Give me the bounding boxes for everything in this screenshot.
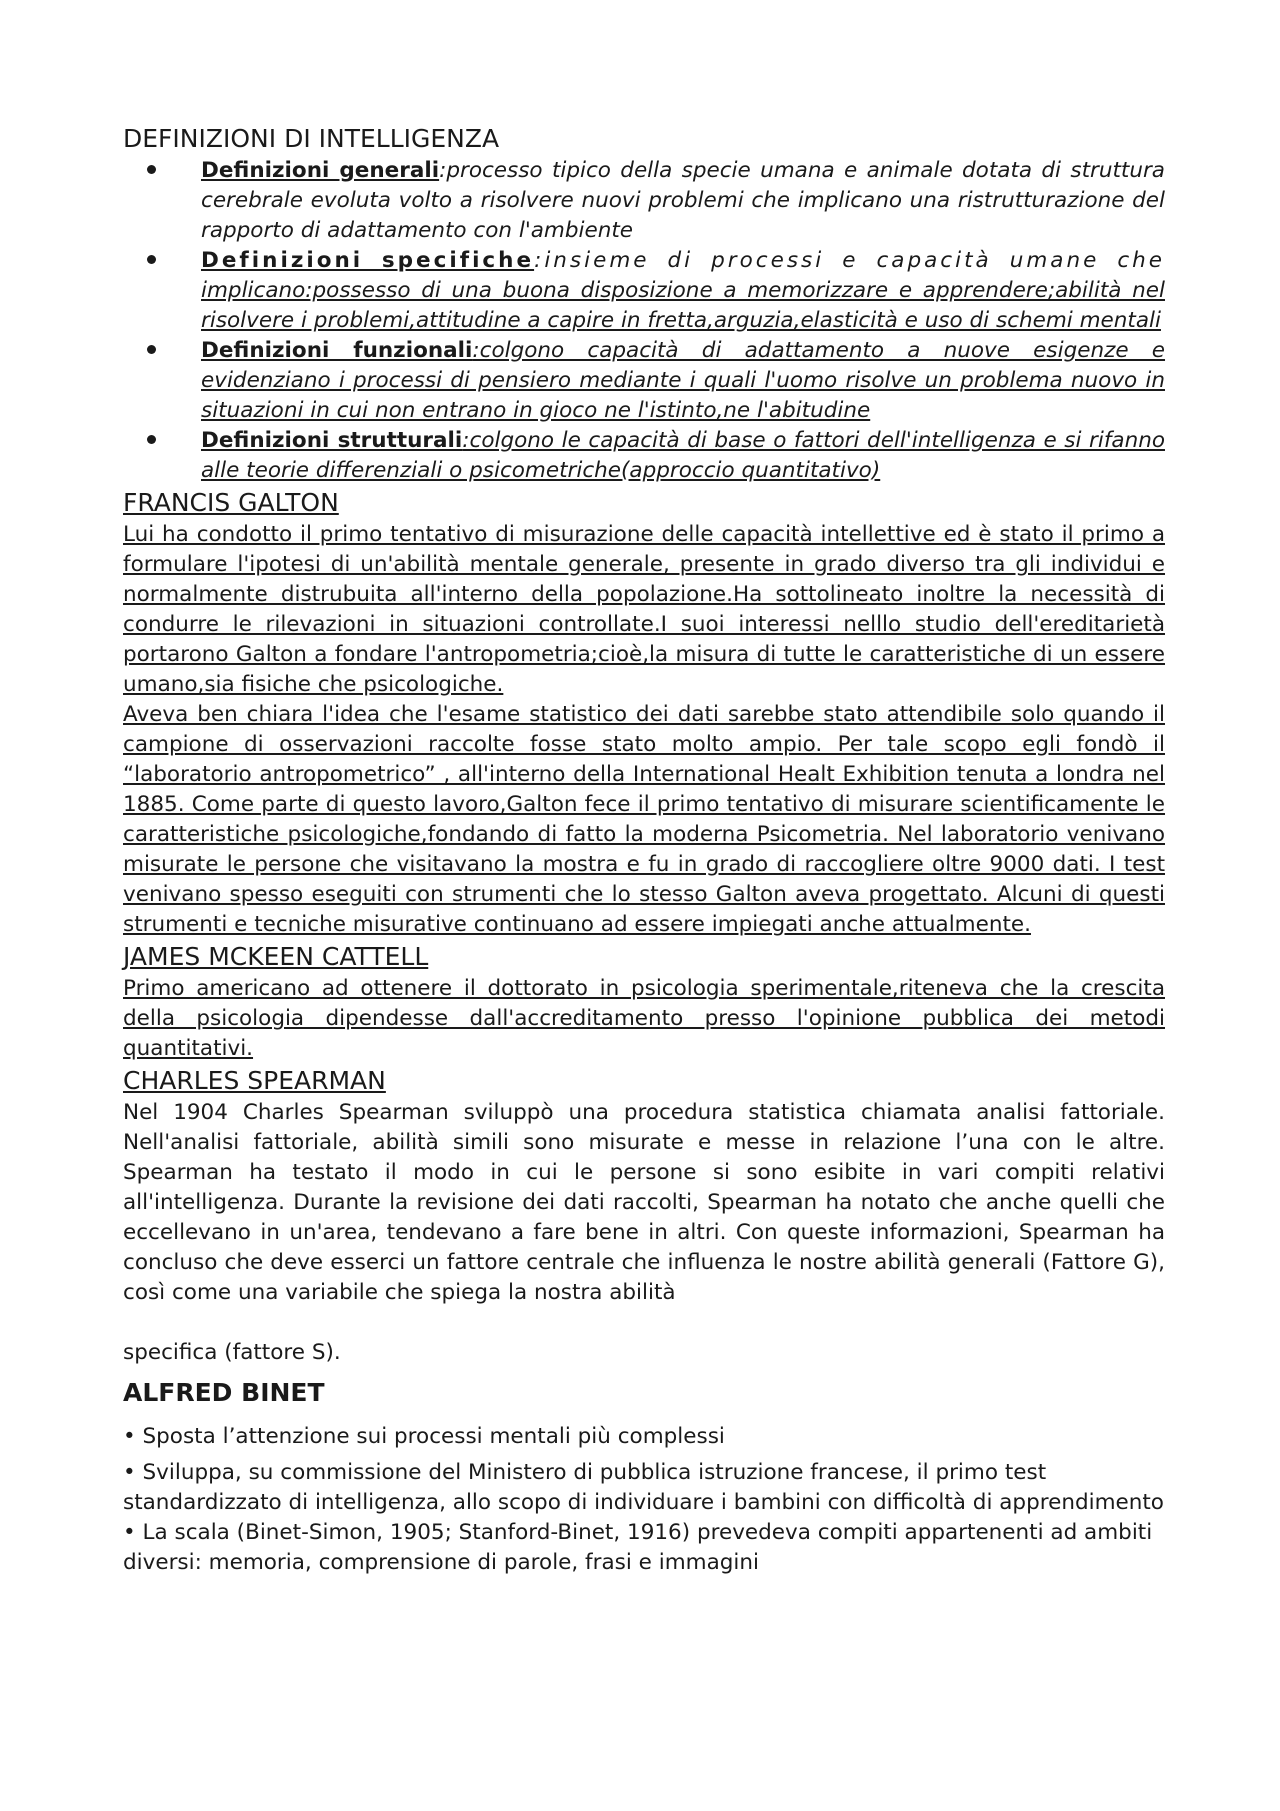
bullet-icon: [147, 435, 156, 444]
cattell-heading: JAMES MCKEEN CATTELL: [123, 942, 429, 971]
definizioni-list: [123, 156, 1165, 486]
galton-heading: FRANCIS GALTON: [123, 488, 339, 517]
definition-text: :colgono capacità di adattamento a nuove esigenze e evidenziano i processi di pensiero mediante i quali l'uomo risolve un problema nuovo in situazioni in cui non entrano in gioco ne l'istinto,ne l'abitudine: [201, 338, 1166, 423]
definition-term: Definizioni funzionali: [201, 338, 473, 363]
binet-item: • La scala (Binet-Simon, 1905; Stanford-Binet, 1916) prevedeva compiti appartenenti ad ambiti diversi: memoria, comprensione di parole, frasi e immagini: [123, 1520, 1153, 1575]
list-item: [123, 246, 1165, 336]
list-item: [123, 426, 1165, 486]
binet-item: • Sposta l’attenzione sui processi mentali più complessi: [123, 1424, 725, 1449]
spearman-paragraph-2: specifica (fattore S).: [123, 1340, 341, 1365]
bullet-icon: [147, 255, 156, 264]
cattell-paragraph: Primo americano ad ottenere il dottorato in psicologia sperimentale,riteneva che la crescita della psicologia dipendesse dall'accreditamento presso l'opinione pubblica dei metodi quantitativi.: [123, 976, 1165, 1061]
spacer: [123, 1308, 1165, 1338]
document-page: [123, 122, 1165, 1578]
definizioni-heading: DEFINIZIONI DI INTELLIGENZA: [123, 124, 500, 153]
definition-term: Definizioni generali: [201, 158, 440, 183]
list-item: [123, 336, 1165, 426]
list-item: [123, 156, 1165, 246]
definition-text: :colgono le capacità di base o fattori dell'intelligenza e si rifanno alle teorie differenziali o psicometriche(approccio quantitativo): [201, 428, 1165, 483]
definition-term: Definizioni specifiche: [201, 248, 535, 273]
galton-paragraph-1: Lui ha condotto il primo tentativo di misurazione delle capacità intellettive ed è stato il primo a formulare l'ipotesi di un'abilità mentale generale, presente in grado diverso tra gli individui e normalmente distrubuita all'interno della popolazione.Ha sottolineato inoltre la necessità di condurre le rilevazioni in situazioni controllate.I suoi interessi nelllo studio dell'ereditarietà portarono Galton a fondare l'antropometria;cioè,la misura di tutte le caratteristiche di un essere umano,sia fisiche che psicologiche.: [123, 522, 1165, 697]
binet-heading: ALFRED BINET: [123, 1378, 325, 1407]
definition-text: :processo tipico della specie umana e animale dotata di struttura cerebrale evoluta volto a risolvere nuovi problemi che implicano una ristrutturazione del rapporto di adattamento con l'ambiente: [201, 158, 1165, 243]
binet-item: • Sviluppa, su commissione del Ministero di pubblica istruzione francese, il primo test standardizzato di intelligenza, allo scopo di individuare i bambini con difficoltà di apprendimento: [123, 1460, 1164, 1515]
definition-text-spaced: :insieme di processi e capacità umane che: [534, 248, 1166, 273]
galton-paragraph-2: Aveva ben chiara l'idea che l'esame statistico dei dati sarebbe stato attendibile solo quando il campione di osservazioni raccolte fosse stato molto ampio. Per tale scopo egli fondò il “laboratorio antropometrico” , all'interno della International Healt Exhibition tenuta a londra nel 1885. Come parte di questo lavoro,Galton fece il primo tentativo di misurare scientificamente le caratteristiche psicologiche,fondando di fatto la moderna Psicometria. Nel laboratorio venivano misurate le persone che visitavano la mostra e fu in grado di raccogliere oltre 9000 dati. I test venivano spesso eseguiti con strumenti che lo stesso Galton aveva progettato. Alcuni di questi strumenti e tecniche misurative continuano ad essere impiegati anche attualmente.: [123, 702, 1165, 937]
definition-term: Definizioni strutturali: [201, 428, 463, 453]
bullet-icon: [147, 165, 156, 174]
spearman-paragraph-1: Nel 1904 Charles Spearman sviluppò una procedura statistica chiamata analisi fattoriale. Nell'analisi fattoriale, abilità simili sono misurate e messe in relazione l’una con le altre. Spearman ha testato il modo in cui le persone si sono esibite in vari compiti relativi all'intelligenza. Durante la revisione dei dati raccolti, Spearman ha notato che anche quelli che eccellevano in un'area, tendevano a fare bene in altri. Con queste informazioni, Spearman ha concluso che deve esserci un fattore centrale che influenza le nostre abilità generali (Fattore G), così come una variabile che spiega la nostra abilità: [123, 1100, 1165, 1305]
definition-text: implicano:possesso di una buona disposizione a memorizzare e apprendere;abilità nel risolvere i problemi,attitudine a capire in fretta,arguzia,elasticità e uso di schemi mentali: [201, 278, 1165, 333]
bullet-icon: [147, 345, 156, 354]
spearman-heading: CHARLES SPEARMAN: [123, 1066, 386, 1095]
